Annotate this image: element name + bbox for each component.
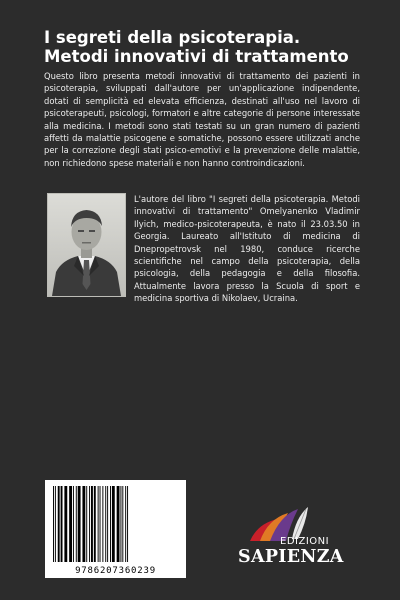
barcode-bars (45, 480, 186, 564)
barcode-bar (58, 486, 60, 562)
barcode-bar (61, 486, 63, 562)
barcode-bar (82, 486, 85, 562)
author-photo (47, 193, 126, 297)
barcode-bar (78, 486, 81, 562)
author-bio: L'autore del libro "I segreti della psicoterapia. Metodi innovativi di trattamento" Omelyanenko Vladimir Ilyich, medico-psicoterapeuta, è nato il 23.03.50 in Georgia. Laureato all'Istituto di medicina di Dnepropetrovsk nel 1980, conduce ricerche scientifiche nel campo della psicoterapia, della psicologia, della pedagogia e della filosofia. Attualmente lavora presso la Scuola di sport e medicina sportiva di Nikolaev, Ucraina. (134, 194, 360, 304)
barcode-bar (105, 486, 106, 562)
publisher-name: SAPIENZA (238, 547, 344, 567)
publisher-edizioni-label: EDIZIONI (280, 536, 330, 547)
barcode-bar (91, 486, 93, 562)
barcode-bar (69, 486, 72, 562)
barcode-bar (89, 486, 90, 562)
barcode-bar (117, 486, 120, 562)
portrait-photo-icon (48, 194, 125, 296)
book-title-line-2: Metodi innovativi di trattamento (44, 47, 349, 66)
barcode-bar (127, 486, 128, 562)
publisher-logo (236, 505, 356, 575)
barcode-bar (122, 486, 123, 562)
barcode-bar (76, 486, 77, 562)
book-title (44, 28, 374, 66)
book-description: Questo libro presenta metodi innovativi di trattamento dei pazienti in psicoterapia, sviluppati dall'autore per un'applicazione indipendente, dotati di semplicità ed elevata efficienza, destinati all'uso nel lavoro di psicoterapeuti, psicologi, formatori e altre categorie di persone interessate alla medicina. I metodi sono stati testati su un gran numero di pazienti affetti da malattie psicogene e somatiche, possono essere utilizzati anche per la correzione degli stati psico-emotivi e la prevenzione delle malattie, non richiedono spese materiali e non hanno controindicazioni. (44, 71, 360, 168)
book-title-line-1: I segreti della psicoterapia. (44, 28, 301, 47)
barcode-bar (73, 486, 74, 562)
barcode-bar (102, 486, 103, 562)
barcode-bar (94, 486, 96, 562)
barcode-bar (110, 486, 111, 562)
barcode-bar (120, 486, 121, 562)
isbn-number: 9786207360239 (75, 566, 156, 576)
barcode-bar (100, 486, 101, 562)
barcode-bar (98, 486, 99, 562)
barcode-bar (64, 486, 67, 562)
isbn-barcode (45, 480, 186, 578)
barcode-bar (107, 486, 108, 562)
barcode-bar (112, 486, 115, 562)
barcode-bar (86, 486, 87, 562)
barcode-bar (53, 486, 54, 562)
barcode-bar (55, 486, 56, 562)
barcode-bar (125, 486, 126, 562)
